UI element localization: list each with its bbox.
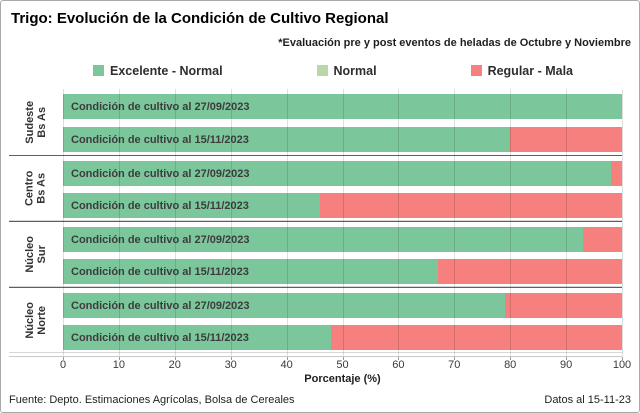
bars-column xyxy=(63,89,622,155)
x-tick-label: 10 xyxy=(112,359,126,371)
chart-title: Trigo: Evolución de la Condición de Cultivo Regional xyxy=(11,10,389,27)
plot-area xyxy=(9,89,622,357)
region-group xyxy=(9,89,622,155)
x-tick-label: 30 xyxy=(224,359,237,371)
region-label xyxy=(9,222,63,287)
region-group xyxy=(9,155,622,221)
bar-segment xyxy=(63,193,320,218)
source-note: Fuente: Depto. Estimaciones Agrícolas, Bolsa de Cereales xyxy=(9,394,295,406)
region-group xyxy=(9,221,622,287)
bar-segment xyxy=(63,325,331,350)
x-tick-label: 90 xyxy=(559,359,573,371)
x-tick-label: 60 xyxy=(392,359,405,371)
stacked-bar xyxy=(63,227,622,252)
legend-swatch-icon xyxy=(471,65,482,76)
x-tick-label: 20 xyxy=(168,359,181,371)
region-label xyxy=(9,288,63,353)
legend-label: Regular - Mala xyxy=(487,63,573,78)
bar-segment xyxy=(611,161,622,186)
footer xyxy=(9,394,631,406)
region-group xyxy=(9,287,622,353)
x-tick-label: 70 xyxy=(448,359,461,371)
x-tick-label: 50 xyxy=(336,359,349,371)
legend xyxy=(93,62,573,79)
bar-label: Condición de cultivo al 27/09/2023 xyxy=(71,233,250,246)
legend-label: Excelente - Normal xyxy=(110,63,223,78)
bar-segment xyxy=(63,94,622,119)
stacked-bar xyxy=(63,325,622,350)
stacked-bar xyxy=(63,193,622,218)
stacked-bar xyxy=(63,259,622,284)
legend-swatch-icon xyxy=(317,65,328,76)
chart-subtitle: *Evaluación pre y post eventos de heladas de Octubre y Noviembre xyxy=(278,37,631,49)
stacked-bar xyxy=(63,293,622,318)
region-label-text: Sudeste Bs As xyxy=(23,100,48,144)
date-note: Datos al 15-11-23 xyxy=(544,394,631,406)
bar-label: Condición de cultivo al 15/11/2023 xyxy=(71,331,249,344)
legend-item xyxy=(317,64,377,78)
legend-item xyxy=(93,64,223,78)
bar-segment xyxy=(510,127,622,152)
bar-segment xyxy=(331,325,622,350)
x-axis xyxy=(59,357,632,372)
x-tick-label: 80 xyxy=(504,359,517,371)
bar-label: Condición de cultivo al 15/11/2023 xyxy=(71,265,249,278)
x-axis-title: Porcentaje (%) xyxy=(304,373,381,385)
bar-label: Condición de cultivo al 27/09/2023 xyxy=(71,100,250,113)
region-label-text: Núcleo Sur xyxy=(23,236,48,273)
region-label-text: Núcleo Norte xyxy=(23,302,48,339)
legend-item xyxy=(471,64,573,78)
region-label xyxy=(9,89,63,155)
bar-label: Condición de cultivo al 15/11/2023 xyxy=(71,133,249,146)
bars-column xyxy=(63,288,622,353)
legend-label: Normal xyxy=(333,63,377,78)
bar-label: Condición de cultivo al 27/09/2023 xyxy=(71,299,250,312)
x-tick-label: 40 xyxy=(280,359,293,371)
bars-column xyxy=(63,156,622,221)
bar-segment xyxy=(505,293,622,318)
stacked-bar xyxy=(63,94,622,119)
bar-segment xyxy=(63,127,510,152)
bar-segment xyxy=(63,227,583,252)
legend-swatch-icon xyxy=(93,65,104,76)
region-label xyxy=(9,156,63,221)
gridline xyxy=(622,89,623,356)
bar-segment xyxy=(63,161,611,186)
bar-segment xyxy=(63,293,505,318)
x-tick-label: 100 xyxy=(612,359,632,371)
bar-label: Condición de cultivo al 15/11/2023 xyxy=(71,199,249,212)
stacked-bar xyxy=(63,127,622,152)
stacked-bar xyxy=(63,161,622,186)
bar-segment xyxy=(320,193,622,218)
region-label-text: Centro Bs As xyxy=(23,170,48,207)
x-tick-label: 0 xyxy=(59,359,67,371)
bar-label: Condición de cultivo al 27/09/2023 xyxy=(71,167,250,180)
bar-segment xyxy=(583,227,622,252)
bar-segment xyxy=(438,259,622,284)
bars-column xyxy=(63,222,622,287)
bar-segment xyxy=(63,259,438,284)
